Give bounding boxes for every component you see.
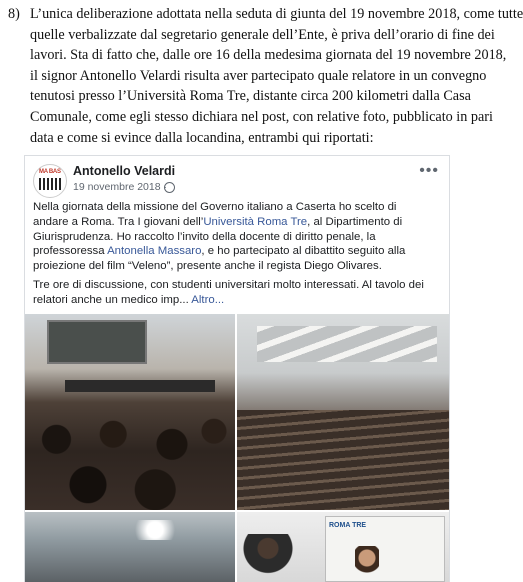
ceiling-light — [135, 520, 175, 540]
post-text-line: Nella giornata della missione del Governo italiano a Caserta ho scelto di — [33, 201, 397, 213]
antonella-massaro-link[interactable]: Antonella Massaro — [107, 245, 202, 258]
post-date[interactable]: 19 novembre 2018 · — [73, 181, 167, 193]
post-text — [33, 200, 443, 308]
avatar-tag: MA BAS — [39, 169, 61, 175]
paragraph-line: lavori. Sta di fatto che, dalle ore 16 della medesima giornata del 19 novembre 2018, — [30, 47, 507, 64]
speaker-figure — [243, 534, 293, 582]
avatar-image — [39, 178, 61, 190]
lecture-hall-photo-3[interactable] — [25, 512, 235, 582]
post-text-segment: , al Dipartimento di — [307, 215, 403, 228]
avatar[interactable] — [33, 164, 67, 198]
roma-tre-logo: ROMA TRE — [329, 522, 367, 529]
audience-rows — [237, 410, 449, 510]
post-text-segment: , e ho partecipato al dibattito seguito alla — [201, 245, 406, 258]
lecture-hall-photo-1[interactable] — [25, 314, 235, 510]
facebook-post — [24, 155, 450, 582]
paragraph-line: quelle verbalizzate dal segretario generale dell’Ente, è priva dell’orario di fine dei — [30, 26, 495, 43]
paragraph-line: il signor Antonello Velardi risulta aver partecipato quale relatore in un convegno — [30, 67, 487, 84]
lecture-hall-photo-2[interactable] — [237, 314, 449, 510]
globe-icon — [164, 182, 175, 193]
paragraph-line: data e come si evince dalla locandina, entrambi qui riportati: — [30, 129, 374, 146]
blackboard — [47, 320, 147, 364]
post-text-line: proiezione del film “Veleno”, presente anche il regista Diego Olivares. — [33, 260, 382, 273]
post-text-line — [33, 293, 443, 308]
post-author-link[interactable]: Antonello Velardi — [73, 164, 176, 178]
audience — [25, 409, 235, 510]
universita-roma-tre-link[interactable]: Università Roma Tre — [203, 215, 308, 228]
speakers-table — [65, 380, 215, 392]
paragraph-number: 8) — [8, 6, 20, 22]
poster-portrait — [355, 546, 379, 576]
post-text-line: Tre ore di discussione, con studenti universitari molto interessati. Al tavolo dei — [33, 278, 424, 291]
paragraph-line: tenutosi presso l’Università Roma Tre, distante circa 200 kilometri dalla Casa — [30, 88, 471, 105]
post-text-line — [33, 215, 443, 230]
post-text-segment: andare a Roma. Tra I giovani dell’ — [33, 215, 204, 228]
post-text-segment: relatori anche un medico imp... — [33, 293, 192, 306]
ceiling-lights — [257, 326, 437, 362]
deliberation-paragraph — [8, 4, 523, 148]
post-text-segment: professoressa — [33, 245, 108, 258]
more-options-button[interactable]: ••• — [419, 162, 439, 179]
see-more-link[interactable]: Altro... — [191, 293, 225, 306]
post-text-line — [33, 244, 443, 259]
post-text-line: Giurisprudenza. Ho raccolto l’invito della docente di diritto penale, la — [33, 230, 376, 243]
paragraph-line: Comunale, come egli stesso dichiara nel post, con relative foto, pubblicato in pari — [30, 108, 493, 125]
event-poster-photo[interactable] — [237, 512, 449, 582]
paragraph-line: L’unica deliberazione adottata nella seduta di giunta del 19 novembre 2018, come tutte — [30, 6, 523, 22]
